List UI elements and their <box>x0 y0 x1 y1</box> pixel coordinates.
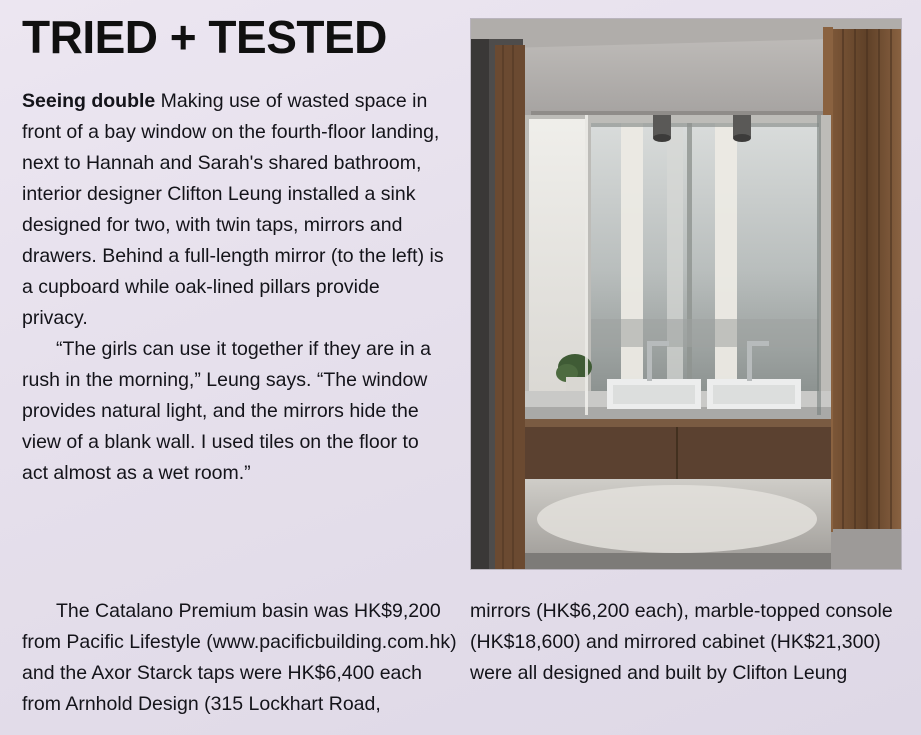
lead-bold-text: Seeing double <box>22 90 156 112</box>
page-title: TRIED + TESTED <box>22 11 387 63</box>
paragraph-three-left: The Catalano Premium basin was HK$9,200 from Pacific Lifestyle (www.pacificbuilding.com.hk) and the Axor Starck taps were HK$6,400 each from Arnhold Design (315 Lockhart Road, <box>22 600 457 715</box>
bottom-left-column <box>22 596 462 720</box>
paragraph-three-right: mirrors (HK$6,200 each), marble-topped console (HK$18,600) and mirrored cabinet (HK$21,300) were all designed and built by Clifton Leung <box>470 600 893 684</box>
left-column <box>22 86 444 489</box>
lead-rest-text: Making use of wasted space in front of a bay window on the fourth-floor landing, next to Hannah and Sarah's shared bathroom, interior designer Clifton Leung installed a sink designed for two, with twin taps, mirrors and drawers. Behind a full-length mirror (to the left) is a cupboard while oak-lined pillars provide privacy. <box>22 90 444 329</box>
paragraph-two: “The girls can use it together if they are in a rush in the morning,” Leung says. “The window provides natural light, and the mirrors hide the view of a blank wall. I used tiles on the floor to act almost as a wet room.” <box>22 338 432 484</box>
photo-illustration <box>471 19 902 570</box>
lead-paragraph <box>22 86 444 334</box>
bathroom-twin-sink-photo <box>470 18 902 570</box>
bottom-right-column <box>470 596 906 689</box>
